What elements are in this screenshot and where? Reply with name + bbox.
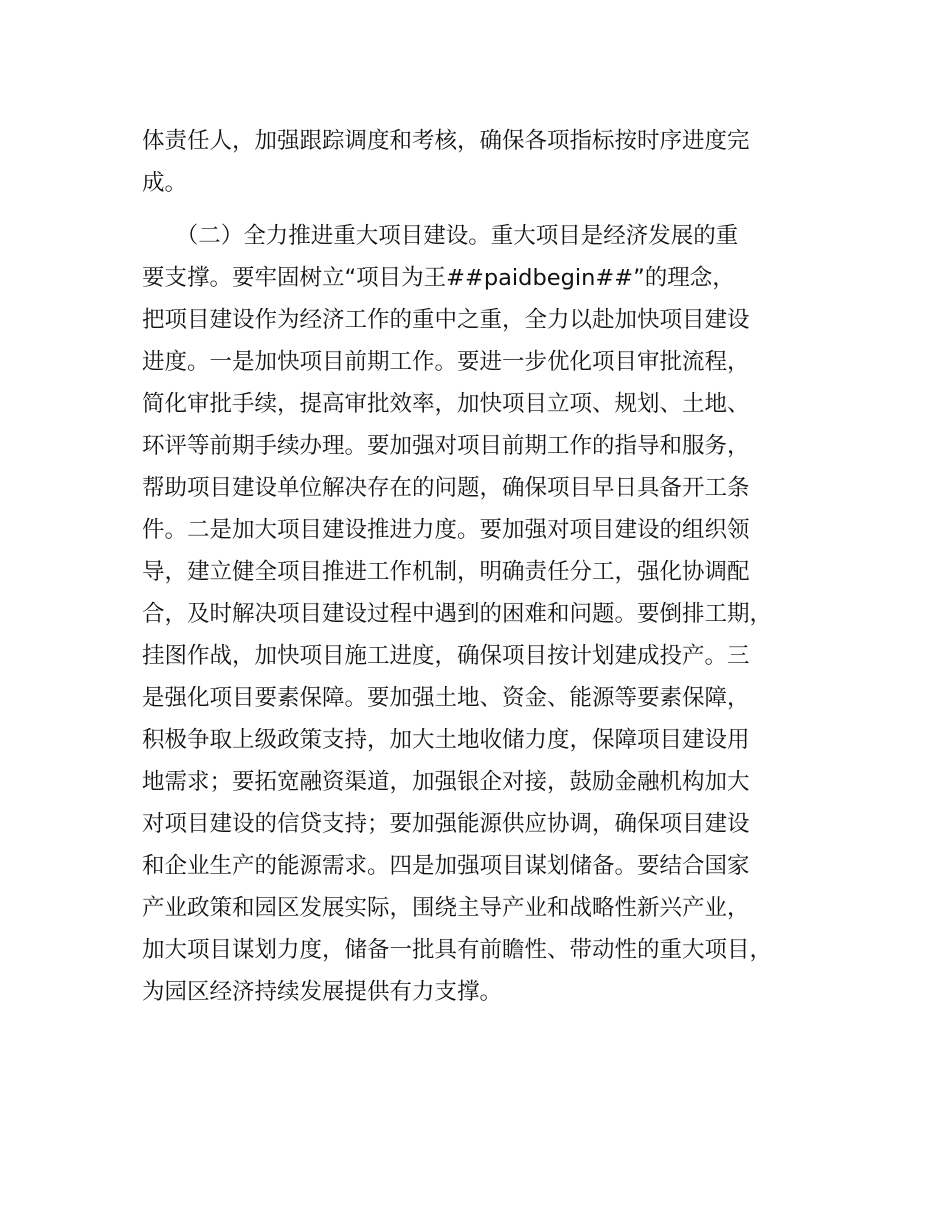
body-text (142, 120, 842, 1013)
text-line: 地需求；要拓宽融资渠道，加强银企对接，鼓励金融机构加大 (142, 769, 750, 795)
text-line: 导，建立健全项目推进工作机制，明确责任分工，强化协调配 (142, 559, 750, 585)
text-line: 是强化项目要素保障。要加强土地、资金、能源等要素保障， (142, 685, 750, 711)
text-line: 简化审批手续，提高审批效率，加快项目立项、规划、土地、 (142, 391, 750, 417)
text-line: 环评等前期手续办理。要加强对项目前期工作的指导和服务， (142, 433, 750, 459)
text-line: 对项目建设的信贷支持；要加强能源供应协调，确保项目建设 (142, 811, 750, 837)
text-line: （二）全力推进重大项目建设。重大项目是经济发展的重 (142, 223, 739, 249)
text-line: 加大项目谋划力度，储备一批具有前瞻性、带动性的重大项目， (142, 937, 773, 963)
text-line: 把项目建设作为经济工作的重中之重，全力以赴加快项目建设 (142, 307, 750, 333)
text-line: 体责任人，加强跟踪调度和考核，确保各项指标按时序进度完 (142, 128, 750, 154)
text-line: 积极争取上级政策支持，加大土地收储力度，保障项目建设用 (142, 727, 750, 753)
text-line: 件。二是加大项目建设推进力度。要加强对项目建设的组织领 (142, 517, 750, 543)
text-line: 成。 (142, 170, 188, 196)
text-line: 进度。一是加快项目前期工作。要进一步优化项目审批流程， (142, 349, 750, 375)
text-line: 合，及时解决项目建设过程中遇到的困难和问题。要倒排工期， (142, 601, 773, 627)
text-line: 帮助项目建设单位解决存在的问题，确保项目早日具备开工条 (142, 475, 750, 501)
text-line: 和企业生产的能源需求。四是加强项目谋划储备。要结合国家 (142, 853, 750, 879)
text-line: 挂图作战，加快项目施工进度，确保项目按计划建成投产。三 (142, 643, 750, 669)
text-line: 产业政策和园区发展实际，围绕主导产业和战略性新兴产业， (142, 895, 750, 921)
text-line: 为园区经济持续发展提供有力支撑。 (142, 979, 503, 1005)
text-line: 要支撑。要牢固树立“项目为王##paidbegin##”的理念， (142, 265, 735, 291)
paragraph-gap (142, 204, 842, 215)
